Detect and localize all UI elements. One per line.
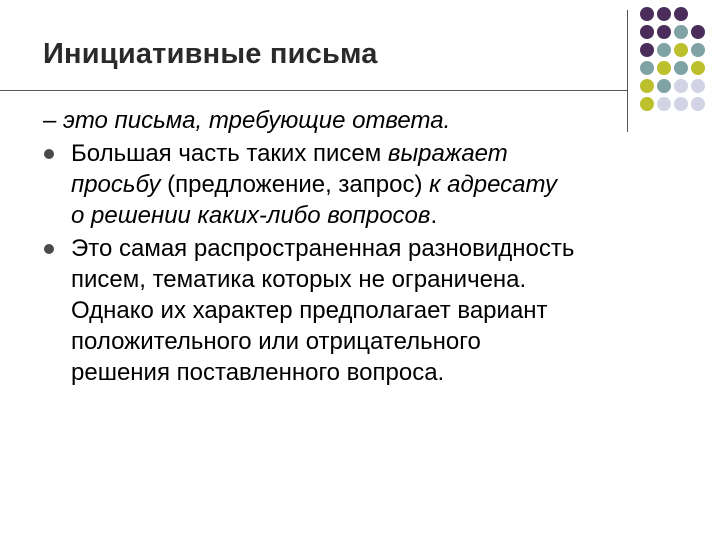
dot-olive [674,43,688,57]
dot-purple [640,7,654,21]
decorative-dot-grid [640,7,720,119]
bullet-item [43,138,693,231]
dot-teal [657,79,671,93]
dot-purple [657,7,671,21]
dot-teal [674,61,688,75]
dot-lavender [691,97,705,111]
bullet-line: положительного или отрицательного [71,328,481,355]
bullet-dot-icon [44,244,54,254]
dot-teal [674,25,688,39]
italic-run: выражает [387,140,508,167]
italic-run: о решении каких-либо вопросов [71,202,431,229]
dot-purple [674,7,688,21]
dot-purple [640,43,654,57]
text-run: Большая часть таких писем [71,140,388,167]
italic-run: к адресату [429,171,557,198]
horizontal-divider [0,90,627,91]
dot-purple [640,25,654,39]
dot-lavender [691,79,705,93]
intro-line [43,105,693,136]
bullet-line [71,200,693,231]
italic-run: просьбу [71,171,161,198]
slide-body [43,105,693,388]
dot-olive [657,61,671,75]
bullet-line: решения поставленного вопроса. [71,359,445,386]
text-run: (предложение, запрос) [160,171,430,198]
bullet-item [43,233,693,388]
slide-title: Инициативные письма [43,38,378,70]
bullet-line [71,169,693,200]
text-run: . [430,202,438,229]
dot-teal [640,61,654,75]
bullet-dot-icon [44,149,54,159]
dot-teal [691,43,705,57]
dot-purple [691,25,705,39]
bullet-line: Это самая распространенная разновидность [71,235,575,262]
dot-teal [657,43,671,57]
intro-text: – это письма, требующие ответа. [43,107,451,134]
dot-olive [640,79,654,93]
dot-olive [691,61,705,75]
bullet-line: писем, тематика которых не ограничена. [71,266,527,293]
dot-purple [657,25,671,39]
dot-lavender [674,79,688,93]
bullet-line: Однако их характер предполагает вариант [71,297,548,324]
bullet-line [71,138,693,169]
